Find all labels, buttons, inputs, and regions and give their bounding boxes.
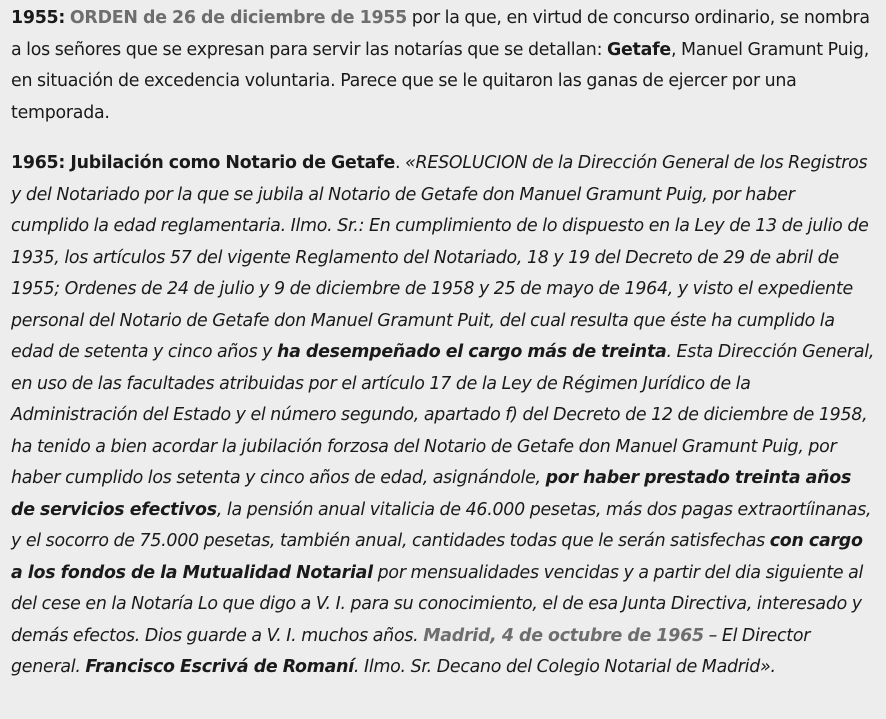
bold-phrase: ha desempeñado el cargo más de treinta xyxy=(276,342,667,362)
paragraph-1955 xyxy=(11,3,876,129)
quote-text: . Ilmo. Sr. Decano del Colegio Notarial de Madrid». xyxy=(353,657,776,677)
paragraph-1965 xyxy=(11,148,876,684)
quote-text: «RESOLUCION de la Dirección General de los Registros y del Notariado por la que se jubila al Notario de Getafe don Manuel Gramunt Puig, por haber cumplido la edad reglamentaria. Ilmo. Sr.: En cumplimiento de lo dispuesto en la Ley de 13 de julio de 1935, los artículos 57 del vigente Reglamento del Notariado, 18 y 19 del Decreto de 29 de abril de 1955; Ordenes de 24 de julio y 9 de diciembre de 1958 y 25 de mayo de 1964, y visto el expediente personal del Notario de Getafe don Manuel Gramunt Puit, del cual resulta que éste ha cumplido la edad de setenta y cinco años y xyxy=(11,153,869,362)
bold-phrase: con cargo a los fondos de la Mutualidad Notarial xyxy=(11,531,863,583)
section-heading: 1965: Jubilación como Notario de Getafe xyxy=(11,153,396,173)
bold-phrase: por haber prestado treinta años de servicios efectivos xyxy=(11,468,852,520)
quote-text: por mensualidades vencidas y a partir del dia siguiente al del cese en la Notaría Lo que digo a V. I. para su conocimiento, el de esa Junta Directiva, interesado y demás efectos. Dios guarde a V. I. muchos años. xyxy=(11,562,864,646)
paragraph-text: , Manuel Gramunt Puig, en situación de excedencia voluntaria. Parece que se le quitaron las ganas de ejercer por una temporada. xyxy=(11,39,869,123)
place-name: Getafe xyxy=(606,39,671,60)
paragraph-text: por la que, en virtud de concurso ordinario, se nombra a los señores que se expresan para servir las notarías que se detallan: xyxy=(11,8,870,60)
date-location: Madrid, 4 de octubre de 1965 xyxy=(423,625,704,646)
year-label: 1955: xyxy=(11,8,66,28)
director-name: Francisco Escrivá de Romaní xyxy=(85,657,354,677)
order-reference: ORDEN de 26 de diciembre de 1955 xyxy=(69,8,408,28)
quote-text: . Esta Dirección General, en uso de las facultades atribuidas por el artículo 17 de la Ley de Régimen Jurídico de la Administración del Estado y el número segundo, apartado f) del Decreto de 12 de diciembre de 1958, ha tenido a bien acordar la jubilación forzosa del Notario de Getafe don Manuel Gramunt Puig, por haber cumplido los setenta y cinco años de edad, asignándole, xyxy=(11,342,875,488)
quote-text: , la pensión anual vitalicia de 46.000 pesetas, más dos pagas extraortíinanas, y el socorro de 75.000 pesetas, también anual, cantidades todas que le serán satisfechas xyxy=(11,499,872,551)
heading-punctuation: . xyxy=(395,153,406,173)
quote-text: – El Director general. xyxy=(11,625,811,677)
